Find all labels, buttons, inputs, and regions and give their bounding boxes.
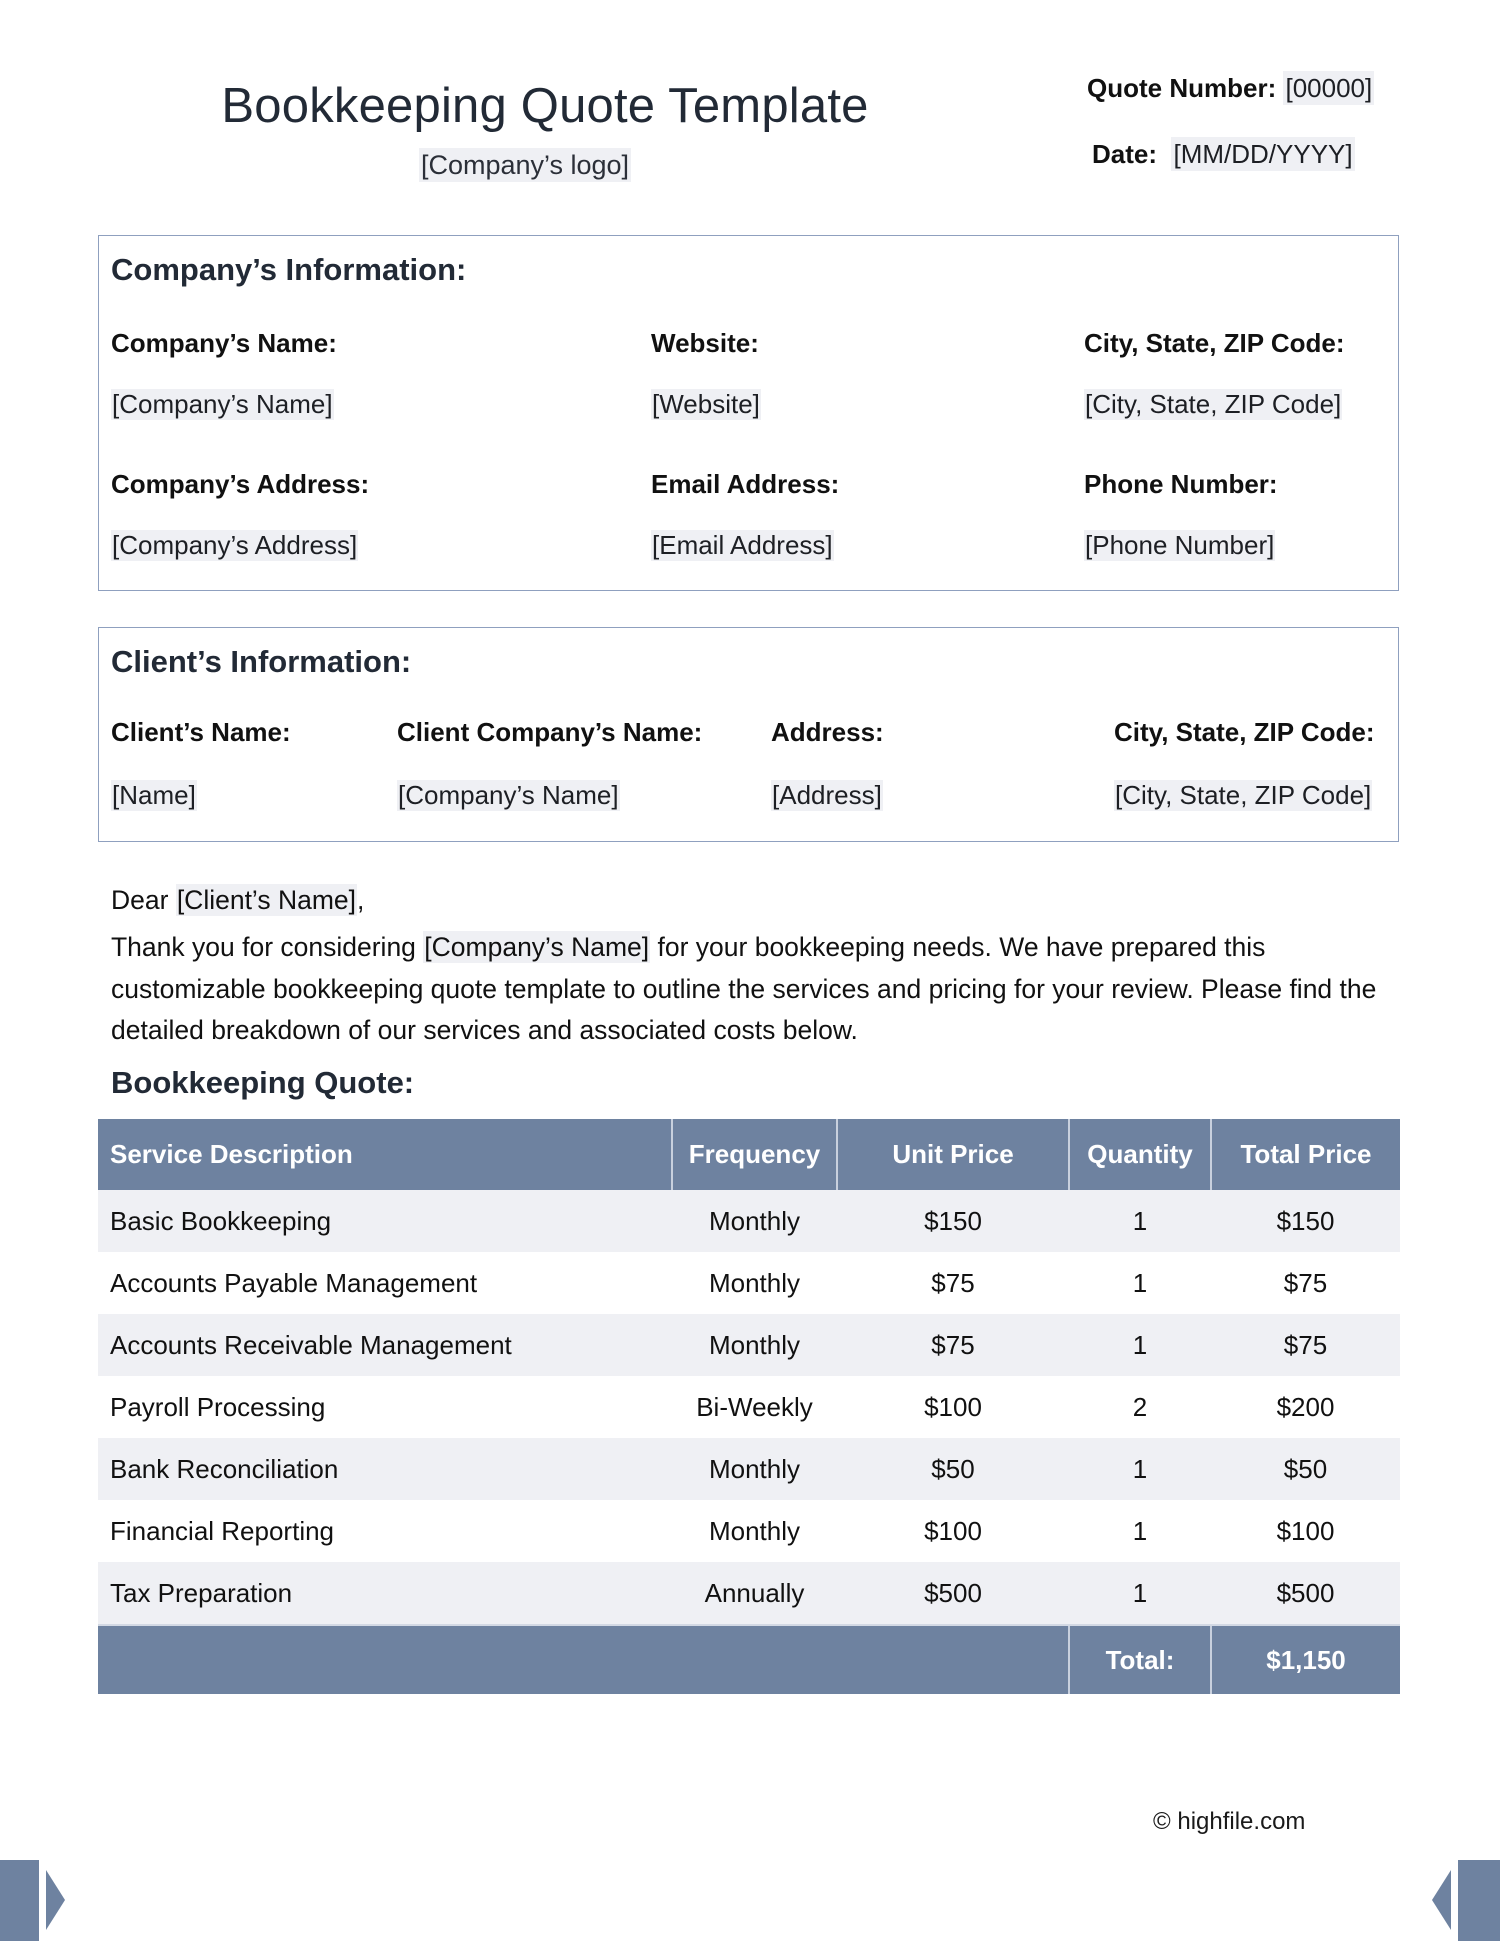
- cell-frequency[interactable]: Monthly: [672, 1314, 837, 1376]
- triangle-left-icon: [1432, 1870, 1451, 1930]
- table-row: [98, 1500, 1400, 1562]
- column-header-service: Service Description: [98, 1119, 672, 1190]
- client-address-label: Address:: [771, 717, 884, 747]
- cell-frequency[interactable]: Monthly: [672, 1438, 837, 1500]
- greeting-prefix: Dear: [111, 885, 176, 915]
- cell-total-price[interactable]: $200: [1211, 1376, 1400, 1438]
- table-header-row: [98, 1119, 1400, 1190]
- quote-number-label: Quote Number:: [1087, 73, 1277, 103]
- website-input[interactable]: [Website]: [652, 389, 760, 419]
- phone-number-input[interactable]: [Phone Number]: [1085, 530, 1275, 560]
- company-info-title: Company’s Information:: [111, 252, 467, 287]
- column-header-total-price: Total Price: [1211, 1119, 1400, 1190]
- company-logo-placeholder: [0, 150, 1050, 181]
- cell-frequency[interactable]: Monthly: [672, 1500, 837, 1562]
- cell-frequency[interactable]: Bi-Weekly: [672, 1376, 837, 1438]
- client-company-name-label: Client Company’s Name:: [397, 717, 703, 747]
- cell-total-price[interactable]: $150: [1211, 1190, 1400, 1252]
- website-field: [651, 328, 761, 420]
- cell-service[interactable]: Financial Reporting: [98, 1500, 672, 1562]
- column-header-frequency: Frequency: [672, 1119, 837, 1190]
- quote-heading: Bookkeeping Quote:: [111, 1065, 415, 1100]
- total-label: Total:: [1069, 1625, 1211, 1694]
- email-address-label: Email Address:: [651, 469, 840, 499]
- client-name-label: Client’s Name:: [111, 717, 291, 747]
- client-company-name-field: [397, 717, 702, 811]
- triangle-right-icon: [46, 1870, 65, 1930]
- phone-number-field: [1084, 469, 1278, 561]
- cell-total-price[interactable]: $100: [1211, 1500, 1400, 1562]
- cell-total-price[interactable]: $50: [1211, 1438, 1400, 1500]
- letter-body: [111, 927, 1401, 1052]
- copyright-footer: © highfile.com: [1153, 1808, 1306, 1835]
- client-info-section: [98, 627, 1399, 842]
- table-row: [98, 1190, 1400, 1252]
- cell-service[interactable]: Payroll Processing: [98, 1376, 672, 1438]
- quote-table: [98, 1119, 1400, 1694]
- client-city-state-zip-field: [1114, 717, 1375, 811]
- company-address-input[interactable]: [Company’s Address]: [112, 530, 358, 560]
- email-address-field: [651, 469, 839, 561]
- total-row-spacer: [98, 1625, 1069, 1694]
- company-address-field: [111, 469, 369, 561]
- letter-greeting: [111, 880, 1401, 922]
- cell-unit-price[interactable]: $150: [837, 1190, 1069, 1252]
- cell-quantity[interactable]: 1: [1069, 1438, 1211, 1500]
- column-header-quantity: Quantity: [1069, 1119, 1211, 1190]
- decorative-corner-block-left: [0, 1860, 39, 1941]
- website-label: Website:: [651, 328, 759, 358]
- greeting-suffix: ,: [357, 885, 365, 915]
- body-suffix: for your bookkeeping needs. We have prepared this customizable bookkeeping quote template to outline the services and pricing for your review. Please find the detailed breakdown of our services and associated costs below.: [111, 932, 1377, 1045]
- cell-quantity[interactable]: 1: [1069, 1500, 1211, 1562]
- cell-total-price[interactable]: $500: [1211, 1562, 1400, 1625]
- greeting-client-name-field[interactable]: [Client’s Name]: [176, 885, 356, 915]
- column-header-unit-price: Unit Price: [837, 1119, 1069, 1190]
- cell-service[interactable]: Basic Bookkeeping: [98, 1190, 672, 1252]
- cell-quantity[interactable]: 1: [1069, 1252, 1211, 1314]
- quote-number: [1087, 73, 1374, 104]
- client-city-state-zip-label: City, State, ZIP Code:: [1114, 717, 1375, 747]
- client-city-state-zip-input[interactable]: [City, State, ZIP Code]: [1115, 780, 1372, 810]
- quote-date: [1092, 139, 1355, 170]
- client-company-name-input[interactable]: [Company’s Name]: [398, 780, 619, 810]
- table-row: [98, 1376, 1400, 1438]
- company-info-section: [98, 235, 1399, 591]
- cell-unit-price[interactable]: $75: [837, 1252, 1069, 1314]
- cell-unit-price[interactable]: $50: [837, 1438, 1069, 1500]
- phone-number-label: Phone Number:: [1084, 469, 1278, 499]
- date-field[interactable]: [MM/DD/YYYY]: [1173, 139, 1353, 169]
- table-row: [98, 1438, 1400, 1500]
- company-name-input[interactable]: [Company’s Name]: [112, 389, 333, 419]
- company-city-state-zip-field: [1084, 328, 1345, 420]
- company-address-label: Company’s Address:: [111, 469, 370, 499]
- table-row: [98, 1562, 1400, 1625]
- cell-service[interactable]: Tax Preparation: [98, 1562, 672, 1625]
- cell-quantity[interactable]: 1: [1069, 1562, 1211, 1625]
- body-prefix: Thank you for considering: [111, 932, 424, 962]
- table-row: [98, 1252, 1400, 1314]
- cell-unit-price[interactable]: $100: [837, 1376, 1069, 1438]
- total-value[interactable]: $1,150: [1211, 1625, 1400, 1694]
- cell-unit-price[interactable]: $500: [837, 1562, 1069, 1625]
- cell-total-price[interactable]: $75: [1211, 1252, 1400, 1314]
- cell-unit-price[interactable]: $75: [837, 1314, 1069, 1376]
- cell-total-price[interactable]: $75: [1211, 1314, 1400, 1376]
- company-name-field: [111, 328, 337, 420]
- cell-service[interactable]: Bank Reconciliation: [98, 1438, 672, 1500]
- table-total-row: [98, 1625, 1400, 1694]
- client-name-input[interactable]: [Name]: [112, 780, 196, 810]
- cell-frequency[interactable]: Monthly: [672, 1190, 837, 1252]
- document-title: Bookkeeping Quote Template: [221, 79, 869, 133]
- client-address-input[interactable]: [Address]: [772, 780, 882, 810]
- quote-number-field[interactable]: [00000]: [1285, 73, 1373, 103]
- cell-quantity[interactable]: 2: [1069, 1376, 1211, 1438]
- logo-placeholder-text[interactable]: [Company’s logo]: [420, 150, 630, 180]
- company-city-state-zip-input[interactable]: [City, State, ZIP Code]: [1085, 389, 1342, 419]
- cell-frequency[interactable]: Monthly: [672, 1252, 837, 1314]
- company-name-label: Company’s Name:: [111, 328, 337, 358]
- cell-unit-price[interactable]: $100: [837, 1500, 1069, 1562]
- cell-service[interactable]: Accounts Receivable Management: [98, 1314, 672, 1376]
- date-label: Date:: [1092, 139, 1158, 169]
- table-row: [98, 1314, 1400, 1376]
- body-company-name-field[interactable]: [Company’s Name]: [424, 932, 650, 962]
- decorative-corner-block-right: [1458, 1860, 1500, 1941]
- company-city-state-zip-label: City, State, ZIP Code:: [1084, 328, 1345, 358]
- client-address-field: [771, 717, 884, 811]
- cell-frequency[interactable]: Annually: [672, 1562, 837, 1625]
- cell-quantity[interactable]: 1: [1069, 1190, 1211, 1252]
- client-name-field: [111, 717, 291, 811]
- cell-quantity[interactable]: 1: [1069, 1314, 1211, 1376]
- email-address-input[interactable]: [Email Address]: [652, 530, 833, 560]
- cell-service[interactable]: Accounts Payable Management: [98, 1252, 672, 1314]
- client-info-title: Client’s Information:: [111, 644, 412, 679]
